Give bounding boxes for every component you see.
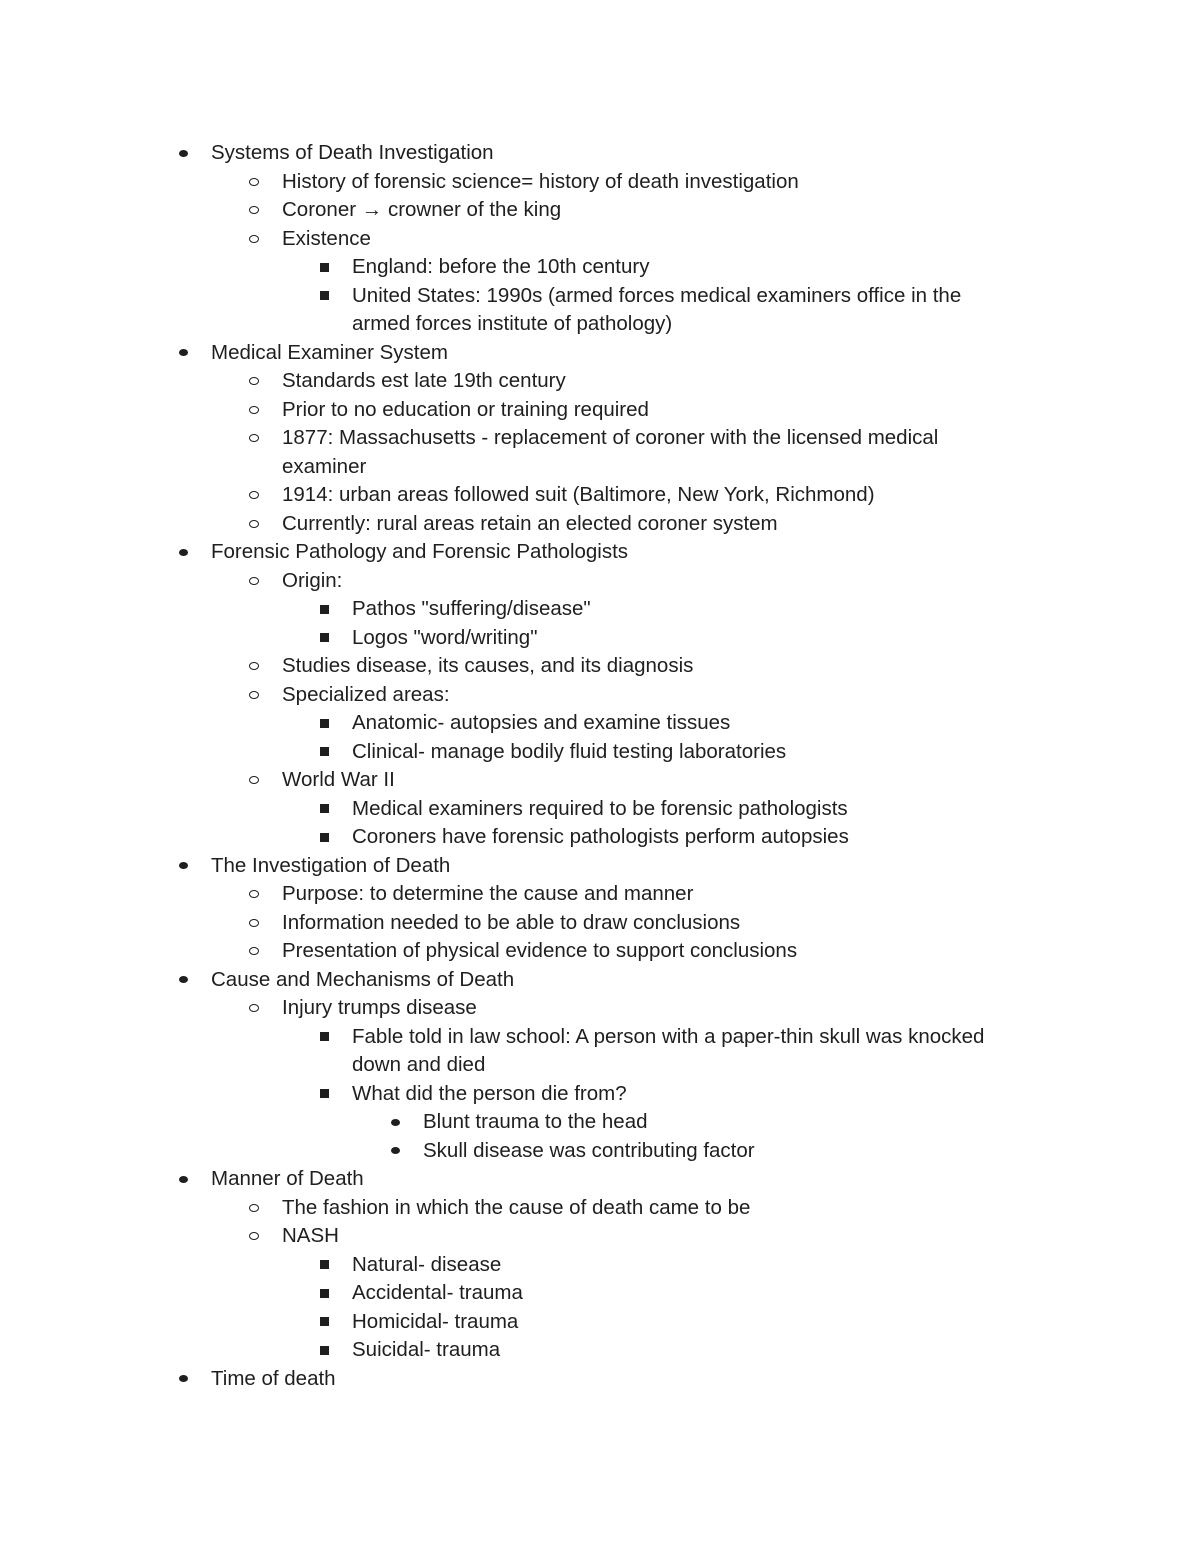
square-bullet-icon [317, 282, 331, 311]
outline-item-level-3 [0, 1251, 1022, 1280]
outline-item-level-3 [0, 1080, 1022, 1109]
filled-bullet-icon [176, 339, 190, 368]
outline-item-level-4 [0, 1108, 1023, 1137]
hollow-circle-bullet-icon [247, 766, 261, 795]
square-bullet-icon [317, 795, 331, 824]
outline-item-text: Medical examiners required to be forensic pathologists [352, 796, 848, 820]
outline-item-text: Currently: rural areas retain an elected coroner system [282, 511, 778, 535]
filled-bullet-icon [176, 852, 190, 881]
outline-item-text: Cause and Mechanisms of Death [211, 967, 515, 991]
outline-item-text: History of forensic science= history of death investigation [282, 169, 799, 193]
square-bullet-icon [317, 1279, 331, 1308]
hollow-circle-bullet-icon [247, 937, 261, 966]
outline-item-text: The Investigation of Death [211, 853, 451, 877]
outline-item-level-2 [0, 367, 1022, 396]
outline-item-level-1 [0, 339, 1031, 368]
outline-item-text: Fable told in law school: A person with a paper-thin skull was knocked down and died [352, 1024, 985, 1076]
outline-item-level-2 [0, 196, 1022, 225]
outline-item-text: United States: 1990s (armed forces medical examiners office in the armed forces institute of pathology) [352, 283, 962, 335]
filled-bullet-icon [176, 1365, 190, 1394]
outline-item-text: Existence [282, 226, 371, 250]
square-bullet-icon [317, 1080, 331, 1109]
hollow-circle-bullet-icon [247, 225, 261, 254]
outline-item-level-2 [0, 168, 1022, 197]
outline-item-level-3 [0, 1308, 1022, 1337]
hollow-circle-bullet-icon [247, 567, 261, 596]
square-bullet-icon [317, 709, 331, 738]
outline-item-text: Homicidal- trauma [352, 1309, 519, 1333]
square-bullet-icon [317, 1023, 331, 1052]
outline-item-level-4 [0, 1137, 1023, 1166]
filled-bullet-icon [176, 538, 190, 567]
outline-item-level-2 [0, 880, 1022, 909]
hollow-circle-bullet-icon [247, 681, 261, 710]
hollow-circle-bullet-icon [247, 880, 261, 909]
outline-item-level-3 [0, 795, 1022, 824]
outline-item-level-2 [0, 1194, 1022, 1223]
hollow-circle-bullet-icon [247, 424, 261, 453]
outline-item-level-2 [0, 481, 1022, 510]
outline-item-text: Manner of Death [211, 1167, 364, 1190]
outline-item-text: England: before the 10th century [352, 255, 650, 278]
hollow-circle-bullet-icon [247, 1194, 261, 1223]
outline-item-text: Coroners have forensic pathologists perform autopsies [352, 825, 849, 848]
outline-item-text: World War II [282, 768, 395, 791]
square-bullet-icon [317, 624, 331, 653]
outline-item-level-2 [0, 909, 1022, 938]
outline-item-text: Origin: [282, 568, 343, 592]
outline-item-level-3 [0, 282, 1022, 339]
hollow-circle-bullet-icon [247, 396, 261, 425]
filled-bullet-icon [176, 966, 190, 995]
outline-item-text: The fashion in which the cause of death came to be [282, 1195, 751, 1219]
hollow-circle-bullet-icon [247, 510, 261, 539]
outline-item-level-3 [0, 1279, 1022, 1308]
outline-item-level-2 [0, 681, 1022, 710]
outline-item-level-1 [0, 1365, 1031, 1394]
outline-item-text: Information needed to be able to draw conclusions [282, 910, 741, 934]
outline-item-level-2 [0, 766, 1022, 795]
outline-item-level-2 [0, 510, 1022, 539]
outline-item-level-1 [0, 852, 1031, 881]
outline-item-level-3 [0, 823, 1022, 852]
outline-item-level-2 [0, 424, 1022, 481]
outline-item-level-2 [0, 994, 1022, 1023]
outline-item-text: Prior to no education or training required [282, 397, 649, 421]
outline-item-text: Natural- disease [352, 1252, 502, 1276]
outline-item-text: Skull disease was contributing factor [423, 1138, 755, 1162]
outline-item-text: Injury trumps disease [282, 996, 477, 1019]
outline-item-text: NASH [282, 1224, 339, 1247]
outline-item-level-3 [0, 709, 1022, 738]
outline-item-level-3 [0, 1336, 1022, 1365]
outline-item-text: Anatomic- autopsies and examine tissues [352, 711, 731, 734]
outline-item-level-1 [0, 966, 1031, 995]
outline-item-text: Medical Examiner System [211, 340, 448, 364]
outline-item-text: Coroner → crowner of the king [282, 198, 562, 221]
outline-item-text: Clinical- manage bodily fluid testing laboratories [352, 739, 787, 763]
outline-item-level-1 [0, 538, 1031, 567]
outline-item-text: Pathos "suffering/disease" [352, 597, 591, 620]
outline-item-text: What did the person die from? [352, 1081, 627, 1105]
hollow-circle-bullet-icon [247, 994, 261, 1023]
filled-bullet-icon [388, 1137, 402, 1166]
square-bullet-icon [317, 595, 331, 624]
square-bullet-icon [317, 253, 331, 282]
outline-item-text: Logos "word/writing" [352, 625, 538, 649]
outline-item-text: Accidental- trauma [352, 1281, 523, 1304]
filled-bullet-icon [176, 1165, 190, 1194]
outline-item-level-3 [0, 253, 1022, 282]
hollow-circle-bullet-icon [247, 481, 261, 510]
outline-item-text: Suicidal- trauma [352, 1338, 501, 1361]
outline-item-text: Specialized areas: [282, 682, 450, 706]
hollow-circle-bullet-icon [247, 909, 261, 938]
outline-item-text: Systems of Death Investigation [211, 141, 494, 164]
outline-item-text: Presentation of physical evidence to support conclusions [282, 939, 798, 962]
hollow-circle-bullet-icon [247, 367, 261, 396]
outline-item-level-3 [0, 1023, 1022, 1080]
outline-item-level-1 [0, 1165, 1031, 1194]
outline-item-level-2 [0, 1222, 1022, 1251]
square-bullet-icon [317, 1251, 331, 1280]
outline-item-text: 1914: urban areas followed suit (Baltimore, New York, Richmond) [282, 483, 875, 506]
outline-item-text: Forensic Pathology and Forensic Pathologists [211, 540, 629, 563]
outline-item-level-3 [0, 624, 1022, 653]
hollow-circle-bullet-icon [247, 196, 261, 225]
square-bullet-icon [317, 1308, 331, 1337]
square-bullet-icon [317, 1336, 331, 1365]
outline-item-text: Studies disease, its causes, and its diagnosis [282, 654, 694, 677]
outline-item-level-2 [0, 567, 1022, 596]
outline-item-level-2 [0, 225, 1022, 254]
outline-item-text: Standards est late 19th century [282, 369, 566, 392]
outline-item-text: Time of death [211, 1366, 336, 1390]
outline-item-text: Purpose: to determine the cause and manner [282, 882, 694, 905]
outline-item-level-2 [0, 396, 1022, 425]
outline-item-text: Blunt trauma to the head [423, 1110, 648, 1133]
filled-bullet-icon [388, 1108, 402, 1137]
hollow-circle-bullet-icon [247, 652, 261, 681]
document-outline [0, 139, 1200, 1393]
outline-item-level-2 [0, 652, 1022, 681]
hollow-circle-bullet-icon [247, 1222, 261, 1251]
outline-item-level-1 [0, 139, 1031, 168]
outline-item-level-2 [0, 937, 1022, 966]
outline-item-text: 1877: Massachusetts - replacement of coroner with the licensed medical examiner [282, 426, 939, 478]
square-bullet-icon [317, 738, 331, 767]
hollow-circle-bullet-icon [247, 168, 261, 197]
square-bullet-icon [317, 823, 331, 852]
filled-bullet-icon [176, 139, 190, 168]
outline-item-level-3 [0, 738, 1022, 767]
outline-item-level-3 [0, 595, 1022, 624]
